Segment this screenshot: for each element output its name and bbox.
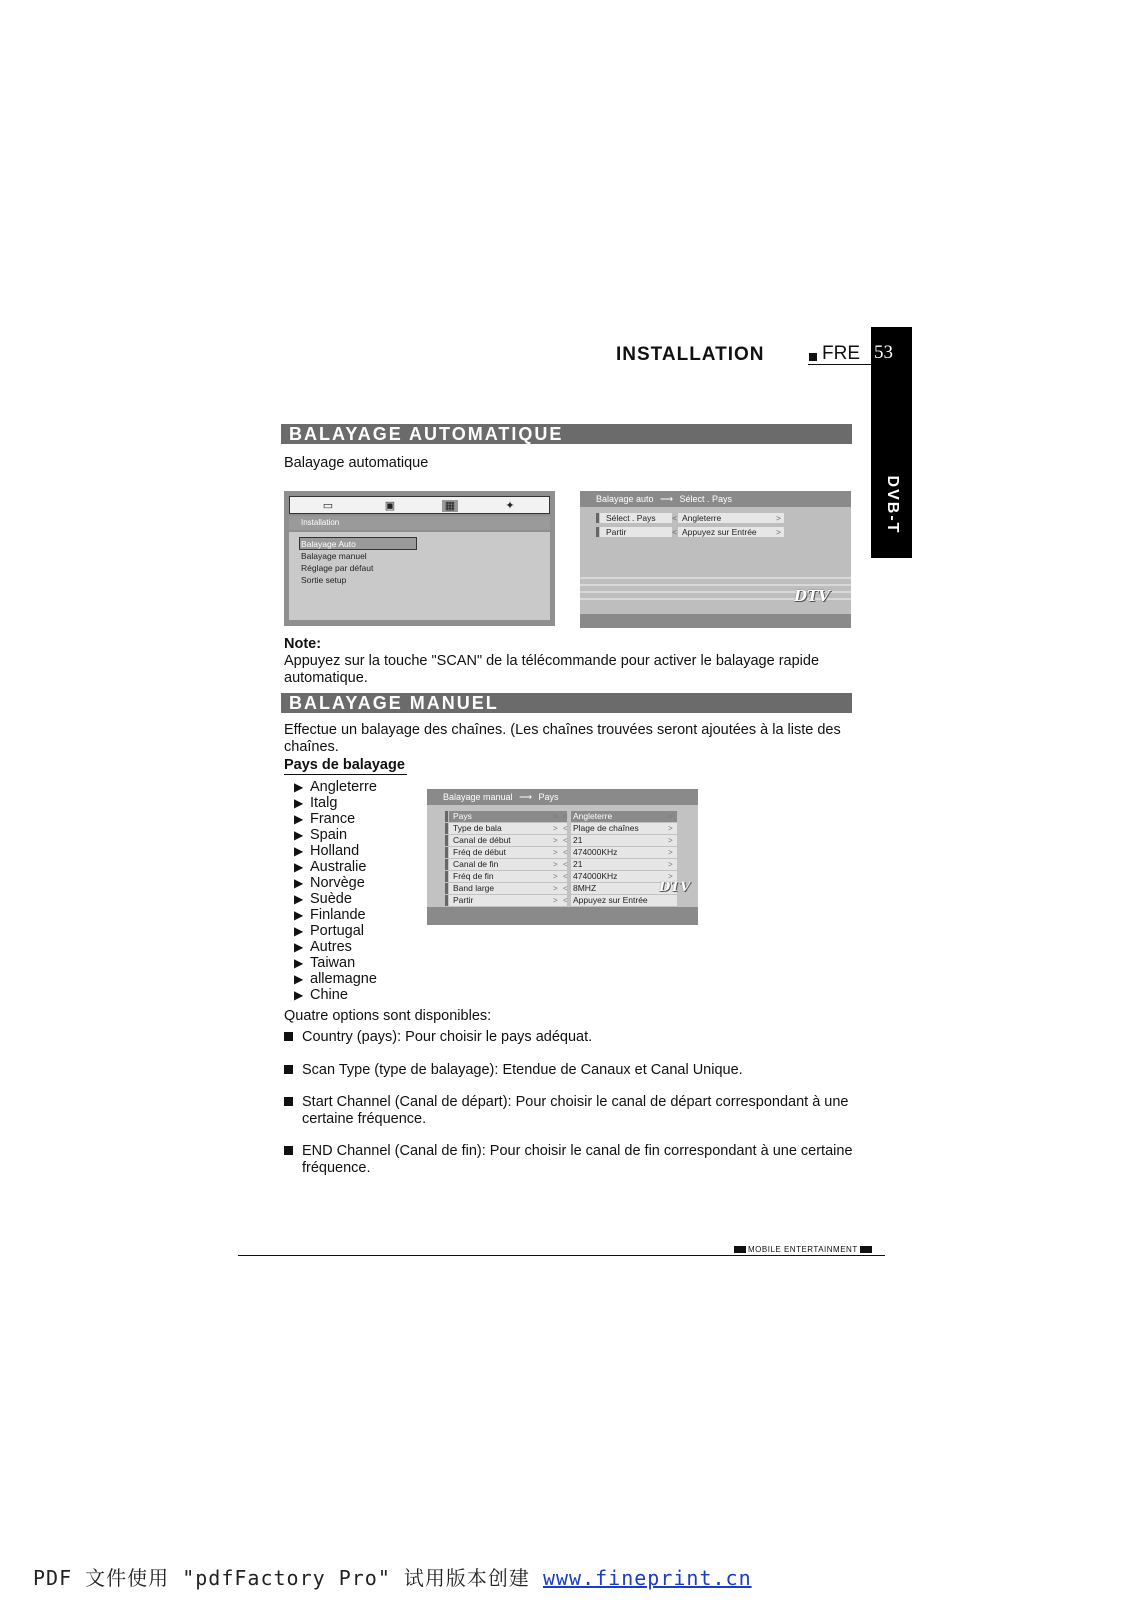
triangle-bullet-icon: ▶ bbox=[294, 988, 304, 1002]
row-value-partir: Appuyez sur Entrée bbox=[678, 527, 784, 537]
row-value-select-pays: Angleterre bbox=[678, 513, 784, 523]
triangle-bullet-icon: ▶ bbox=[294, 860, 304, 874]
square-bullet-icon bbox=[284, 1097, 293, 1106]
table-row: Canal de fin > < 21 > bbox=[427, 859, 698, 870]
side-tab-label: DVB-T bbox=[883, 475, 901, 535]
page-number: 53 bbox=[874, 342, 893, 363]
list-item: ▶ Norvège bbox=[294, 875, 365, 891]
square-bullet-icon bbox=[809, 353, 817, 361]
section-subtitle-auto: Balayage automatique bbox=[284, 455, 429, 471]
list-item: ▶ Portugal bbox=[294, 923, 365, 939]
triangle-bullet-icon: ▶ bbox=[294, 780, 304, 794]
triangle-bullet-icon: ▶ bbox=[294, 828, 304, 842]
menu-footer-bar bbox=[427, 907, 698, 925]
menu-item-balayage-manuel: Balayage manuel bbox=[301, 551, 367, 561]
list-item: END Channel (Canal de fin): Pour choisir le canal de fin correspondant à une certaine fréquence. bbox=[284, 1143, 859, 1177]
section-intro-manual: Effectue un balayage des chaînes. (Les chaînes trouvées seront ajoutées à la liste des chaînes. bbox=[284, 722, 841, 755]
menu-heading: Installation bbox=[289, 516, 550, 530]
dtv-logo: DTV bbox=[794, 587, 830, 605]
arrow-right-icon: ⟶ bbox=[660, 494, 673, 504]
triangle-bullet-icon: ▶ bbox=[294, 844, 304, 858]
menu-item-reglage-defaut: Réglage par défaut bbox=[301, 563, 374, 573]
triangle-bullet-icon: ▶ bbox=[294, 972, 304, 986]
table-row: Partir > < Appuyez sur Entrée bbox=[427, 895, 698, 906]
list-item: ▶ Spain bbox=[294, 827, 348, 843]
watermark-link[interactable]: www.fineprint.cn bbox=[542, 1566, 752, 1590]
list-item: ▶ Chine bbox=[294, 987, 348, 1003]
note-text: Appuyez sur la touche "SCAN" de la télécommande pour activer le balayage rapide automatique. bbox=[284, 653, 820, 686]
triangle-bullet-icon: ▶ bbox=[294, 956, 304, 970]
triangle-bullet-icon: ▶ bbox=[294, 940, 304, 954]
language-code: FRE bbox=[822, 343, 860, 364]
menu-body bbox=[289, 532, 550, 620]
setup-menu-screenshot bbox=[284, 491, 555, 626]
list-item: ▶ Suède bbox=[294, 891, 352, 907]
list-item: Start Channel (Canal de départ): Pour choisir le canal de départ correspondant à une certaine fréquence. bbox=[284, 1094, 859, 1128]
table-row: Fréq de début > < 474000KHz > bbox=[427, 847, 698, 858]
footer-rule bbox=[238, 1255, 885, 1256]
list-item: ▶ Angleterre bbox=[294, 779, 377, 795]
list-item: ▶ Autres bbox=[294, 939, 352, 955]
list-item: ▶ allemagne bbox=[294, 971, 377, 987]
gamepad-icon: ✦ bbox=[505, 500, 515, 512]
square-bullet-icon bbox=[284, 1032, 293, 1041]
list-item: ▶ Australie bbox=[294, 859, 367, 875]
list-item: ▶ Holland bbox=[294, 843, 360, 859]
triangle-bullet-icon: ▶ bbox=[294, 796, 304, 810]
menu-footer-bar bbox=[580, 614, 851, 628]
note-label: Note: bbox=[284, 636, 322, 652]
dtv-logo: DTV bbox=[659, 880, 691, 895]
country-list bbox=[294, 779, 377, 1003]
table-row: Fréq de fin > < 474000KHz > bbox=[427, 871, 698, 882]
tv-icon: ▭ bbox=[322, 500, 334, 512]
pdf-watermark: PDF 文件使用 "pdfFactory Pro" 试用版本创建 www.fineprint.cn bbox=[33, 1566, 752, 1590]
square-bullet-icon bbox=[284, 1065, 293, 1074]
row-label-select-pays: Sélect . Pays bbox=[600, 513, 672, 523]
triangle-bullet-icon: ▶ bbox=[294, 892, 304, 906]
list-item: Country (pays): Pour choisir le pays adéquat. bbox=[284, 1029, 859, 1046]
section-title-manual: BALAYAGE MANUEL bbox=[281, 693, 852, 713]
manual-scan-screenshot bbox=[427, 789, 698, 925]
list-item: ▶ Italg bbox=[294, 795, 338, 811]
table-row: Type de bala > < Plage de chaînes > bbox=[427, 823, 698, 834]
triangle-bullet-icon: ▶ bbox=[294, 908, 304, 922]
footer-brand: MOBILE ENTERTAINMENT bbox=[734, 1245, 872, 1254]
monitor-icon: ▣ bbox=[384, 500, 396, 512]
triangle-bullet-icon: ▶ bbox=[294, 924, 304, 938]
language-label bbox=[809, 343, 860, 365]
page-section-title: INSTALLATION bbox=[616, 344, 765, 365]
list-item: ▶ Taiwan bbox=[294, 955, 356, 971]
countries-heading: Pays de balayage bbox=[284, 757, 405, 773]
row-label-partir: Partir bbox=[600, 527, 672, 537]
arrow-right-icon: ⟶ bbox=[519, 792, 532, 802]
table-row: Pays > < Angleterre > bbox=[427, 811, 698, 822]
menu-icon-bar bbox=[289, 496, 550, 514]
header-underline bbox=[808, 364, 871, 365]
options-intro: Quatre options sont disponibles: bbox=[284, 1008, 492, 1024]
list-item: ▶ Finlande bbox=[294, 907, 366, 923]
triangle-bullet-icon: ▶ bbox=[294, 876, 304, 890]
square-bullet-icon bbox=[284, 1146, 293, 1155]
menu-breadcrumb: Balayage auto ⟶ Sélect . Pays bbox=[580, 491, 851, 507]
list-item: ▶ France bbox=[294, 811, 356, 827]
auto-scan-screenshot: Balayage auto ⟶ Sélect . Pays Sélect . Pays < Angleterre > Partir < Appuyez sur Entrée > DTV bbox=[580, 491, 851, 628]
section-title-auto: BALAYAGE AUTOMATIQUE bbox=[281, 424, 852, 444]
table-row: Band large > < 8MHZ bbox=[427, 883, 698, 894]
menu-breadcrumb: Balayage manual ⟶ Pays bbox=[427, 789, 698, 805]
table-row: Canal de début > < 21 > bbox=[427, 835, 698, 846]
menu-item-balayage-auto: Balayage Auto bbox=[301, 539, 356, 549]
triangle-bullet-icon: ▶ bbox=[294, 812, 304, 826]
list-item: Scan Type (type de balayage): Etendue de Canaux et Canal Unique. bbox=[284, 1062, 859, 1079]
chip-icon: ▦ bbox=[442, 500, 458, 512]
menu-item-sortie-setup: Sortie setup bbox=[301, 575, 347, 585]
